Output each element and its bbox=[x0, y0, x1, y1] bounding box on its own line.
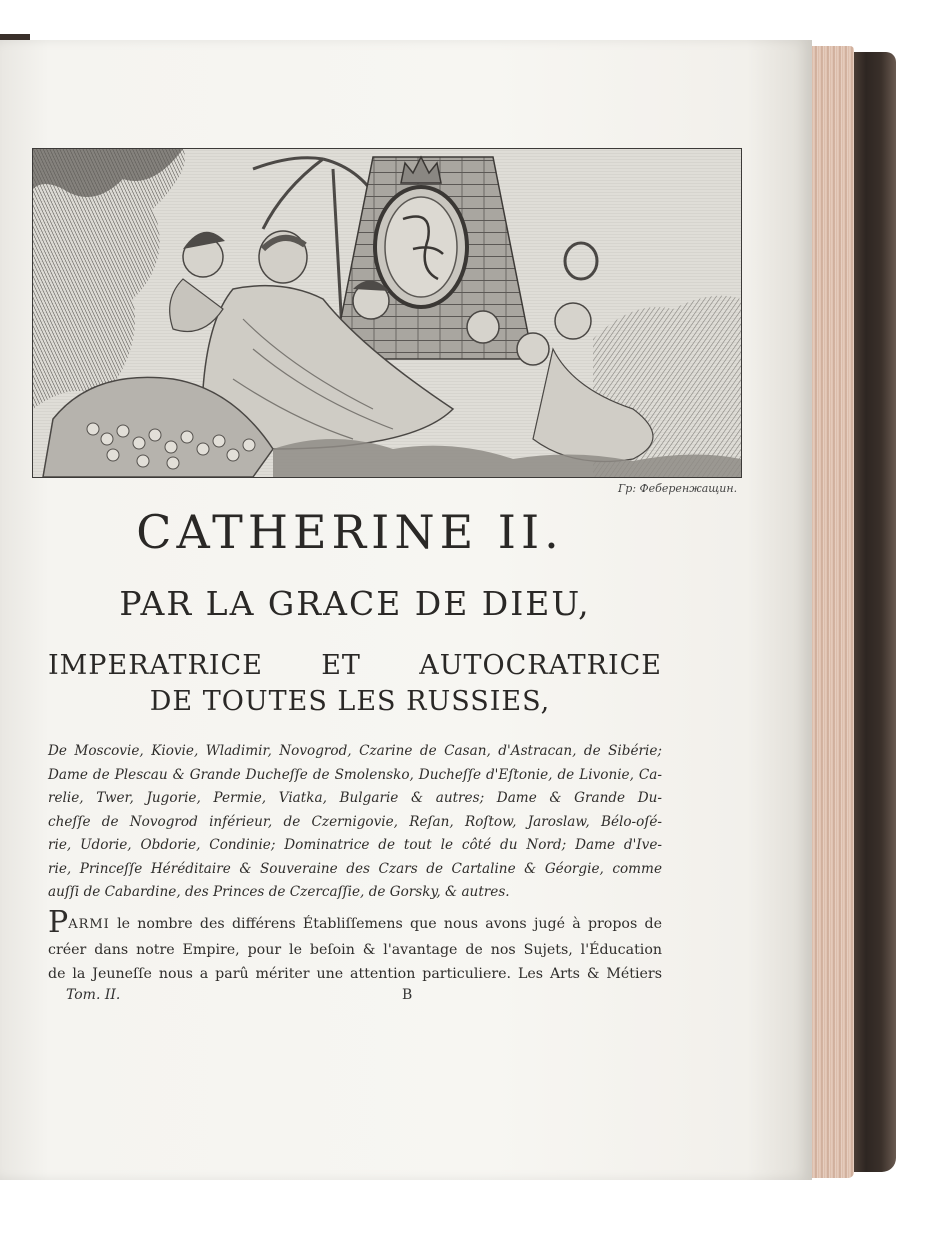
titles-line: auſſi de Cabardine, des Princes de Czercaſſie, de Gorsky, & autres. bbox=[48, 884, 510, 900]
title-russias-line: DE TOUTES LES RUSSIES, bbox=[149, 686, 551, 717]
body-line-text: le nombre des différens Établiſſemens que nous avons jugé à propos de bbox=[109, 916, 662, 932]
titles-line: relie, Twer, Jugorie, Permie, Viatka, Bulgarie & autres; Dame & Grande Du- bbox=[48, 790, 662, 806]
signature-mark: B bbox=[402, 987, 413, 1003]
title-sovereign-name: CATHERINE II. bbox=[136, 505, 564, 559]
engraver-signature: Гр: Феберенжащин. bbox=[618, 482, 738, 495]
titles-line: cheſſe de Novogrod inférieur, de Czernigovie, Reſan, Roſtow, Jaroslaw, Bélo-oſé- bbox=[48, 813, 662, 830]
vignette-illustration bbox=[33, 149, 741, 477]
title-grace-line: PAR LA GRACE DE DIEU, bbox=[119, 584, 591, 623]
titles-line: rie, Udorie, Obdorie, Condinie; Dominatrice de tout le côté du Nord; Dame d'Ive- bbox=[48, 837, 662, 853]
volume-number: Tom. II. bbox=[66, 987, 121, 1003]
engraved-vignette bbox=[32, 148, 742, 478]
small-caps-word: ARMI bbox=[68, 917, 110, 932]
drop-cap: P bbox=[48, 905, 69, 940]
body-paragraph bbox=[48, 905, 662, 987]
body-line bbox=[48, 905, 662, 940]
title-empress-line: IMPERATRICE ET AUTOCRATRICE bbox=[48, 650, 662, 681]
titles-line: De Moscovie, Kiovie, Wladimir, Novogrod, Czarine de Casan, d'Astracan, de Sibérie; bbox=[48, 743, 662, 759]
titles-paragraph bbox=[48, 740, 662, 905]
page-edges bbox=[806, 46, 854, 1178]
titles-line: Dame de Plescau & Grande Ducheſſe de Smolensko, Ducheſſe d'Eſtonie, de Livonie, Ca- bbox=[48, 766, 662, 783]
titles-line: rie, Princeſſe Héréditaire & Souveraine des Czars de Cartaline & Géorgie, comme bbox=[48, 860, 662, 877]
body-line: de la Jeuneſſe nous a parû mériter une attention particuliere. Les Arts & Métiers bbox=[48, 966, 662, 982]
body-line: créer dans notre Empire, pour le beſoin & l'avantage de nos Sujets, l'Éducation bbox=[48, 941, 662, 958]
